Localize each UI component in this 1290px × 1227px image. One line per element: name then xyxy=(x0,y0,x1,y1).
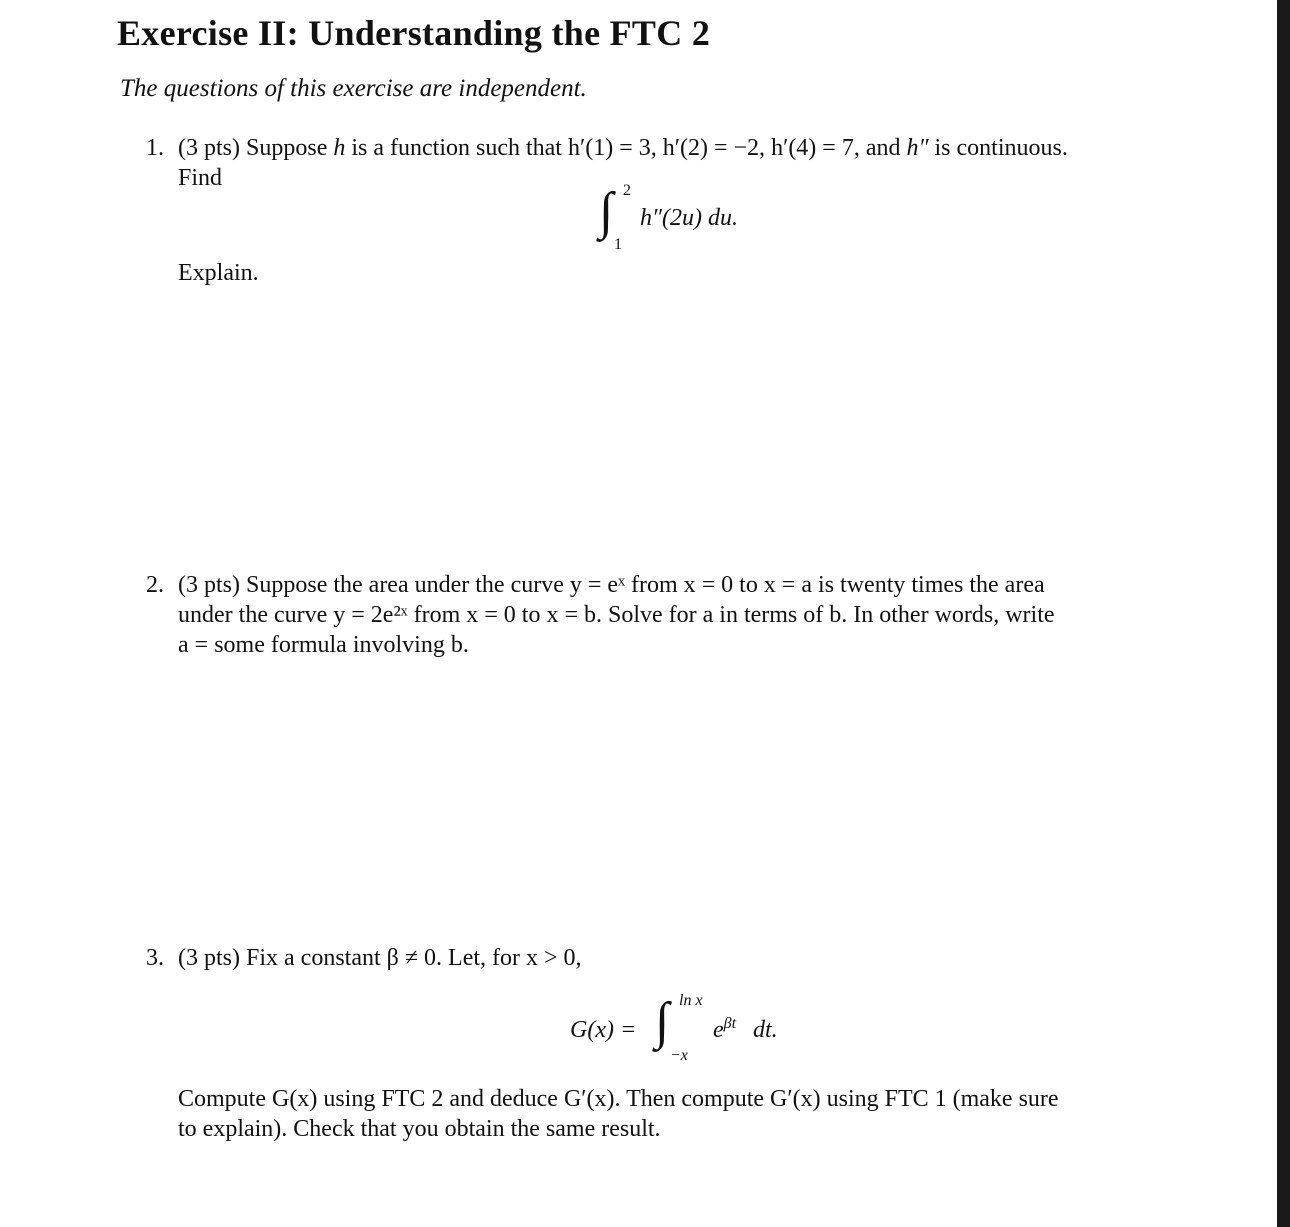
q3-text-1: Fix a constant β ≠ 0. Let, for x > 0, xyxy=(246,945,582,971)
q1-lower-limit: 1 xyxy=(614,236,622,253)
q3-line-1 xyxy=(178,943,582,973)
integral-sign: ∫ xyxy=(655,993,670,1050)
q3-number: 3. xyxy=(146,945,164,971)
q1-integrand: h″(2u) du. xyxy=(640,205,738,231)
exercise-intro: The questions of this exercise are independent. xyxy=(120,75,587,102)
q3-upper-limit: ln x xyxy=(679,992,703,1009)
q2-number: 2. xyxy=(146,572,164,598)
q1-condition-3: h′(4) = 7, xyxy=(771,135,860,161)
q3-points: (3 pts) xyxy=(178,945,240,971)
q1-points: (3 pts) xyxy=(178,135,240,161)
q2-line-1 xyxy=(178,570,1045,600)
q1-condition-1: h′(1) = 3, xyxy=(567,135,657,161)
q1-upper-limit: 2 xyxy=(623,182,631,199)
viewer-border xyxy=(1277,0,1290,1227)
q1-statement-line1 xyxy=(178,133,1068,163)
q1-var-h: h xyxy=(333,135,346,161)
q3-exponential: $e^{\beta t}$ xyxy=(713,1015,737,1043)
q3-integrand-dt: dt. xyxy=(753,1017,778,1043)
q2-line-2: under the curve y = 2e²ˣ from x = 0 to x = b. Solve for a in terms of b. In other words, write xyxy=(178,602,1055,628)
q1-text-d: is continuous. xyxy=(934,135,1068,161)
q3-line-3: to explain). Check that you obtain the same result. xyxy=(178,1116,661,1142)
q1-find: Find xyxy=(178,165,223,191)
q3-lower-limit: −x xyxy=(670,1047,688,1064)
q1-explain: Explain. xyxy=(178,260,259,286)
q2-text-1: Suppose the area under the curve y = eˣ from x = 0 to x = a is twenty times the area xyxy=(246,572,1045,598)
q1-number: 1. xyxy=(146,135,164,161)
exercise-title: Exercise II: Understanding the FTC 2 xyxy=(117,13,711,53)
q1-condition-2: h′(2) = −2, xyxy=(662,135,766,161)
q2-line-3: a = some formula involving b. xyxy=(178,632,469,658)
q3-line-2: Compute G(x) using FTC 2 and deduce G′(x). Then compute G′(x) using FTC 1 (make sure xyxy=(178,1086,1059,1112)
q1-text-b: is a function such that xyxy=(351,135,562,161)
q1-var-h2: h″ xyxy=(906,135,929,161)
q1-text-a: Suppose xyxy=(246,135,328,161)
q2-points: (3 pts) xyxy=(178,572,240,598)
q3-lhs: G(x) = xyxy=(570,1017,637,1043)
integral-sign: ∫ xyxy=(599,183,614,240)
q1-text-c: and xyxy=(865,135,901,161)
